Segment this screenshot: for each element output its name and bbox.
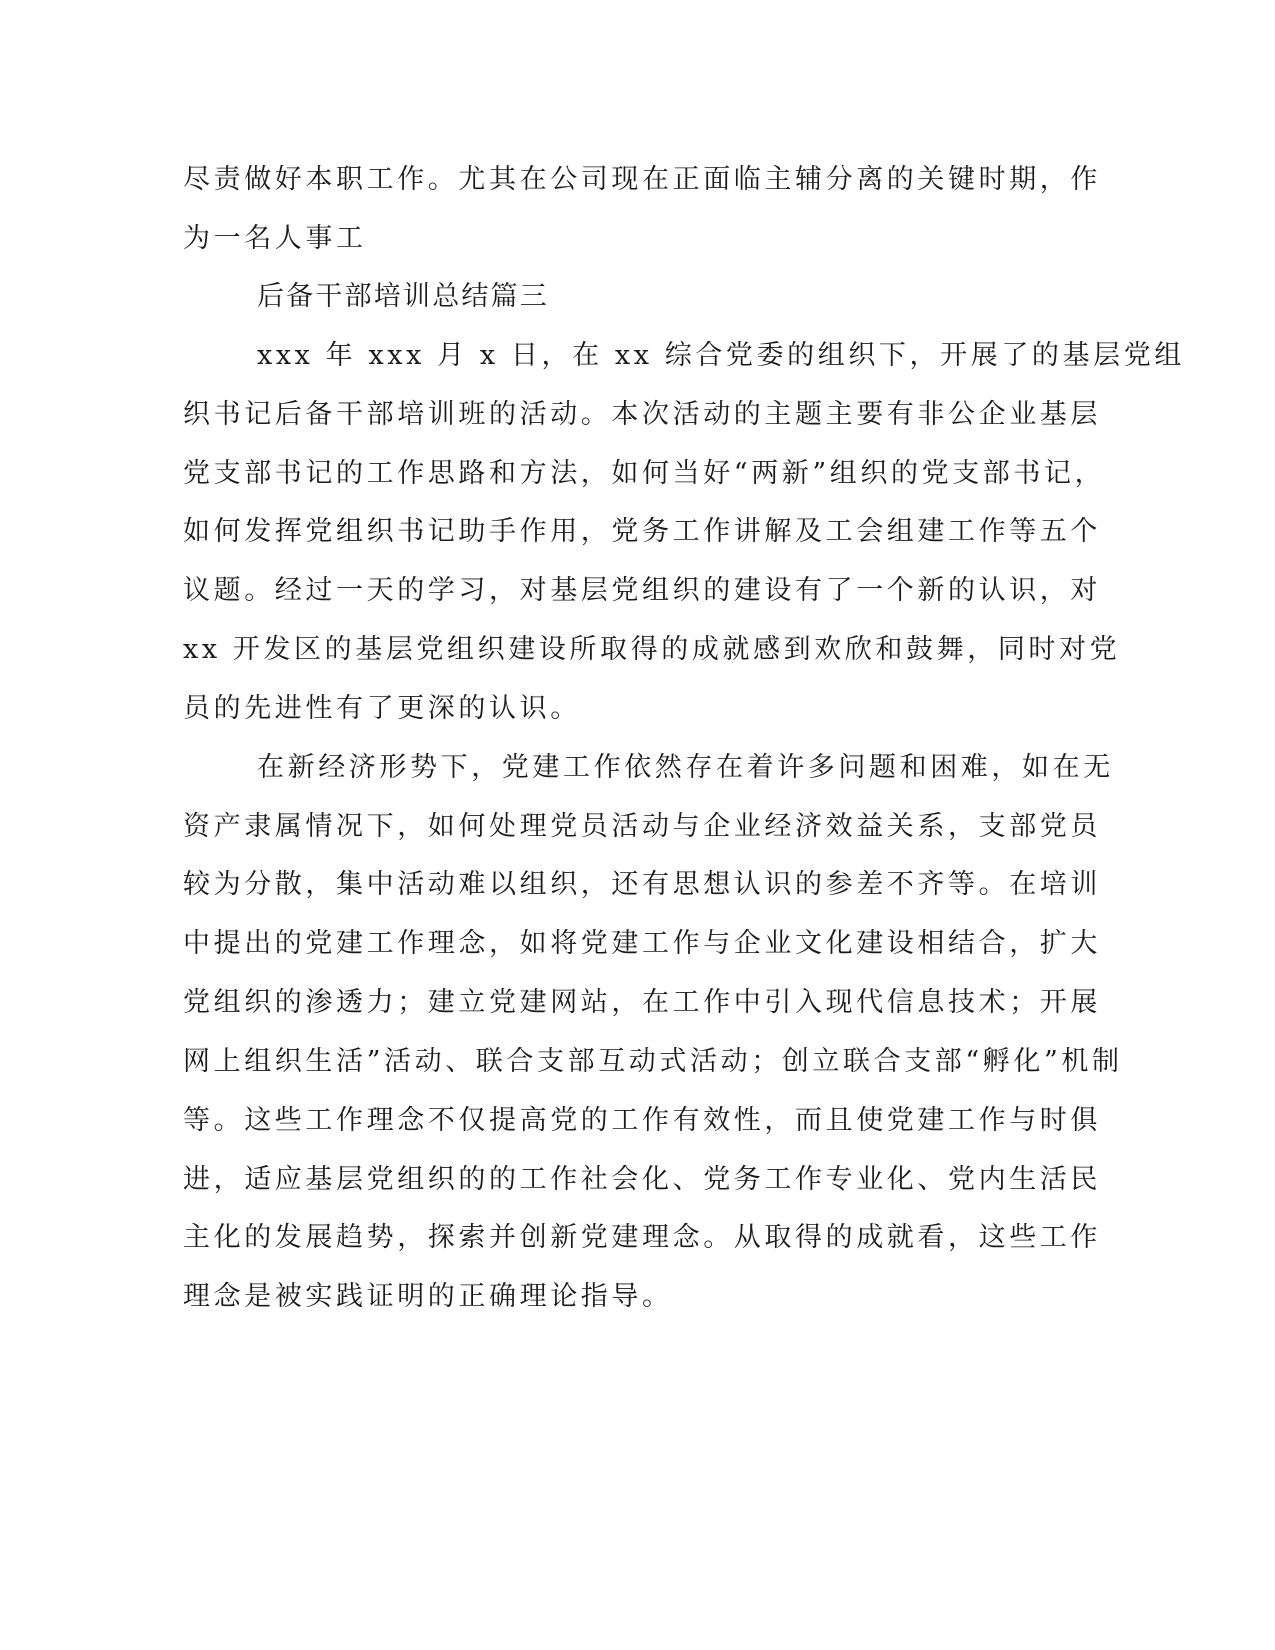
- text-line: 议题。经过一天的学习，对基层党组织的建设有了一个新的认识，对: [183, 575, 1101, 606]
- text-line: 如何发挥党组织书记助手作用，党务工作讲解及工会组建工作等五个: [183, 516, 1101, 547]
- text-line: xx 开发区的基层党组织建设所取得的成就感到欢欣和鼓舞，同时对党: [183, 634, 1121, 665]
- text-line: 理念是被实践证明的正确理论指导。: [183, 1281, 673, 1312]
- section-title: 后备干部培训总结篇三: [257, 281, 549, 312]
- text-line: 进，适应基层党组织的的工作社会化、党务工作专业化、党内生活民: [183, 1164, 1101, 1195]
- text-line: 在新经济形势下，党建工作依然存在着许多问题和困难，如在无: [257, 752, 1114, 783]
- text-line: xxx 年 xxx 月 x 日，在 xx 综合党委的组织下，开展了的基层党组: [257, 340, 1185, 371]
- text-line: 较为分散，集中活动难以组织，还有思想认识的参差不齐等。在培训: [183, 869, 1101, 900]
- text-line: 员的先进性有了更深的认识。: [183, 693, 581, 724]
- text-line: 党组织的渗透力；建立党建网站，在工作中引入现代信息技术；开展: [183, 987, 1101, 1018]
- text-line: 主化的发展趋势，探索并创新党建理念。从取得的成就看，这些工作: [183, 1222, 1101, 1253]
- text-line: 为一名人事工: [183, 223, 367, 254]
- text-line: 等。这些工作理念不仅提高党的工作有效性，而且使党建工作与时俱: [183, 1105, 1101, 1136]
- text-line: 尽责做好本职工作。尤其在公司现在正面临主辅分离的关键时期，作: [183, 164, 1101, 195]
- text-line: 党支部书记的工作思路和方法，如何当好“两新”组织的党支部书记，: [183, 458, 1106, 489]
- text-line: 网上组织生活”活动、联合支部互动式活动；创立联合支部“孵化”机制: [183, 1046, 1123, 1077]
- text-line: 中提出的党建工作理念，如将党建工作与企业文化建设相结合，扩大: [183, 928, 1101, 959]
- text-line: 资产隶属情况下，如何处理党员活动与企业经济效益关系，支部党员: [183, 811, 1101, 842]
- text-line: 织书记后备干部培训班的活动。本次活动的主题主要有非公企业基层: [183, 399, 1101, 430]
